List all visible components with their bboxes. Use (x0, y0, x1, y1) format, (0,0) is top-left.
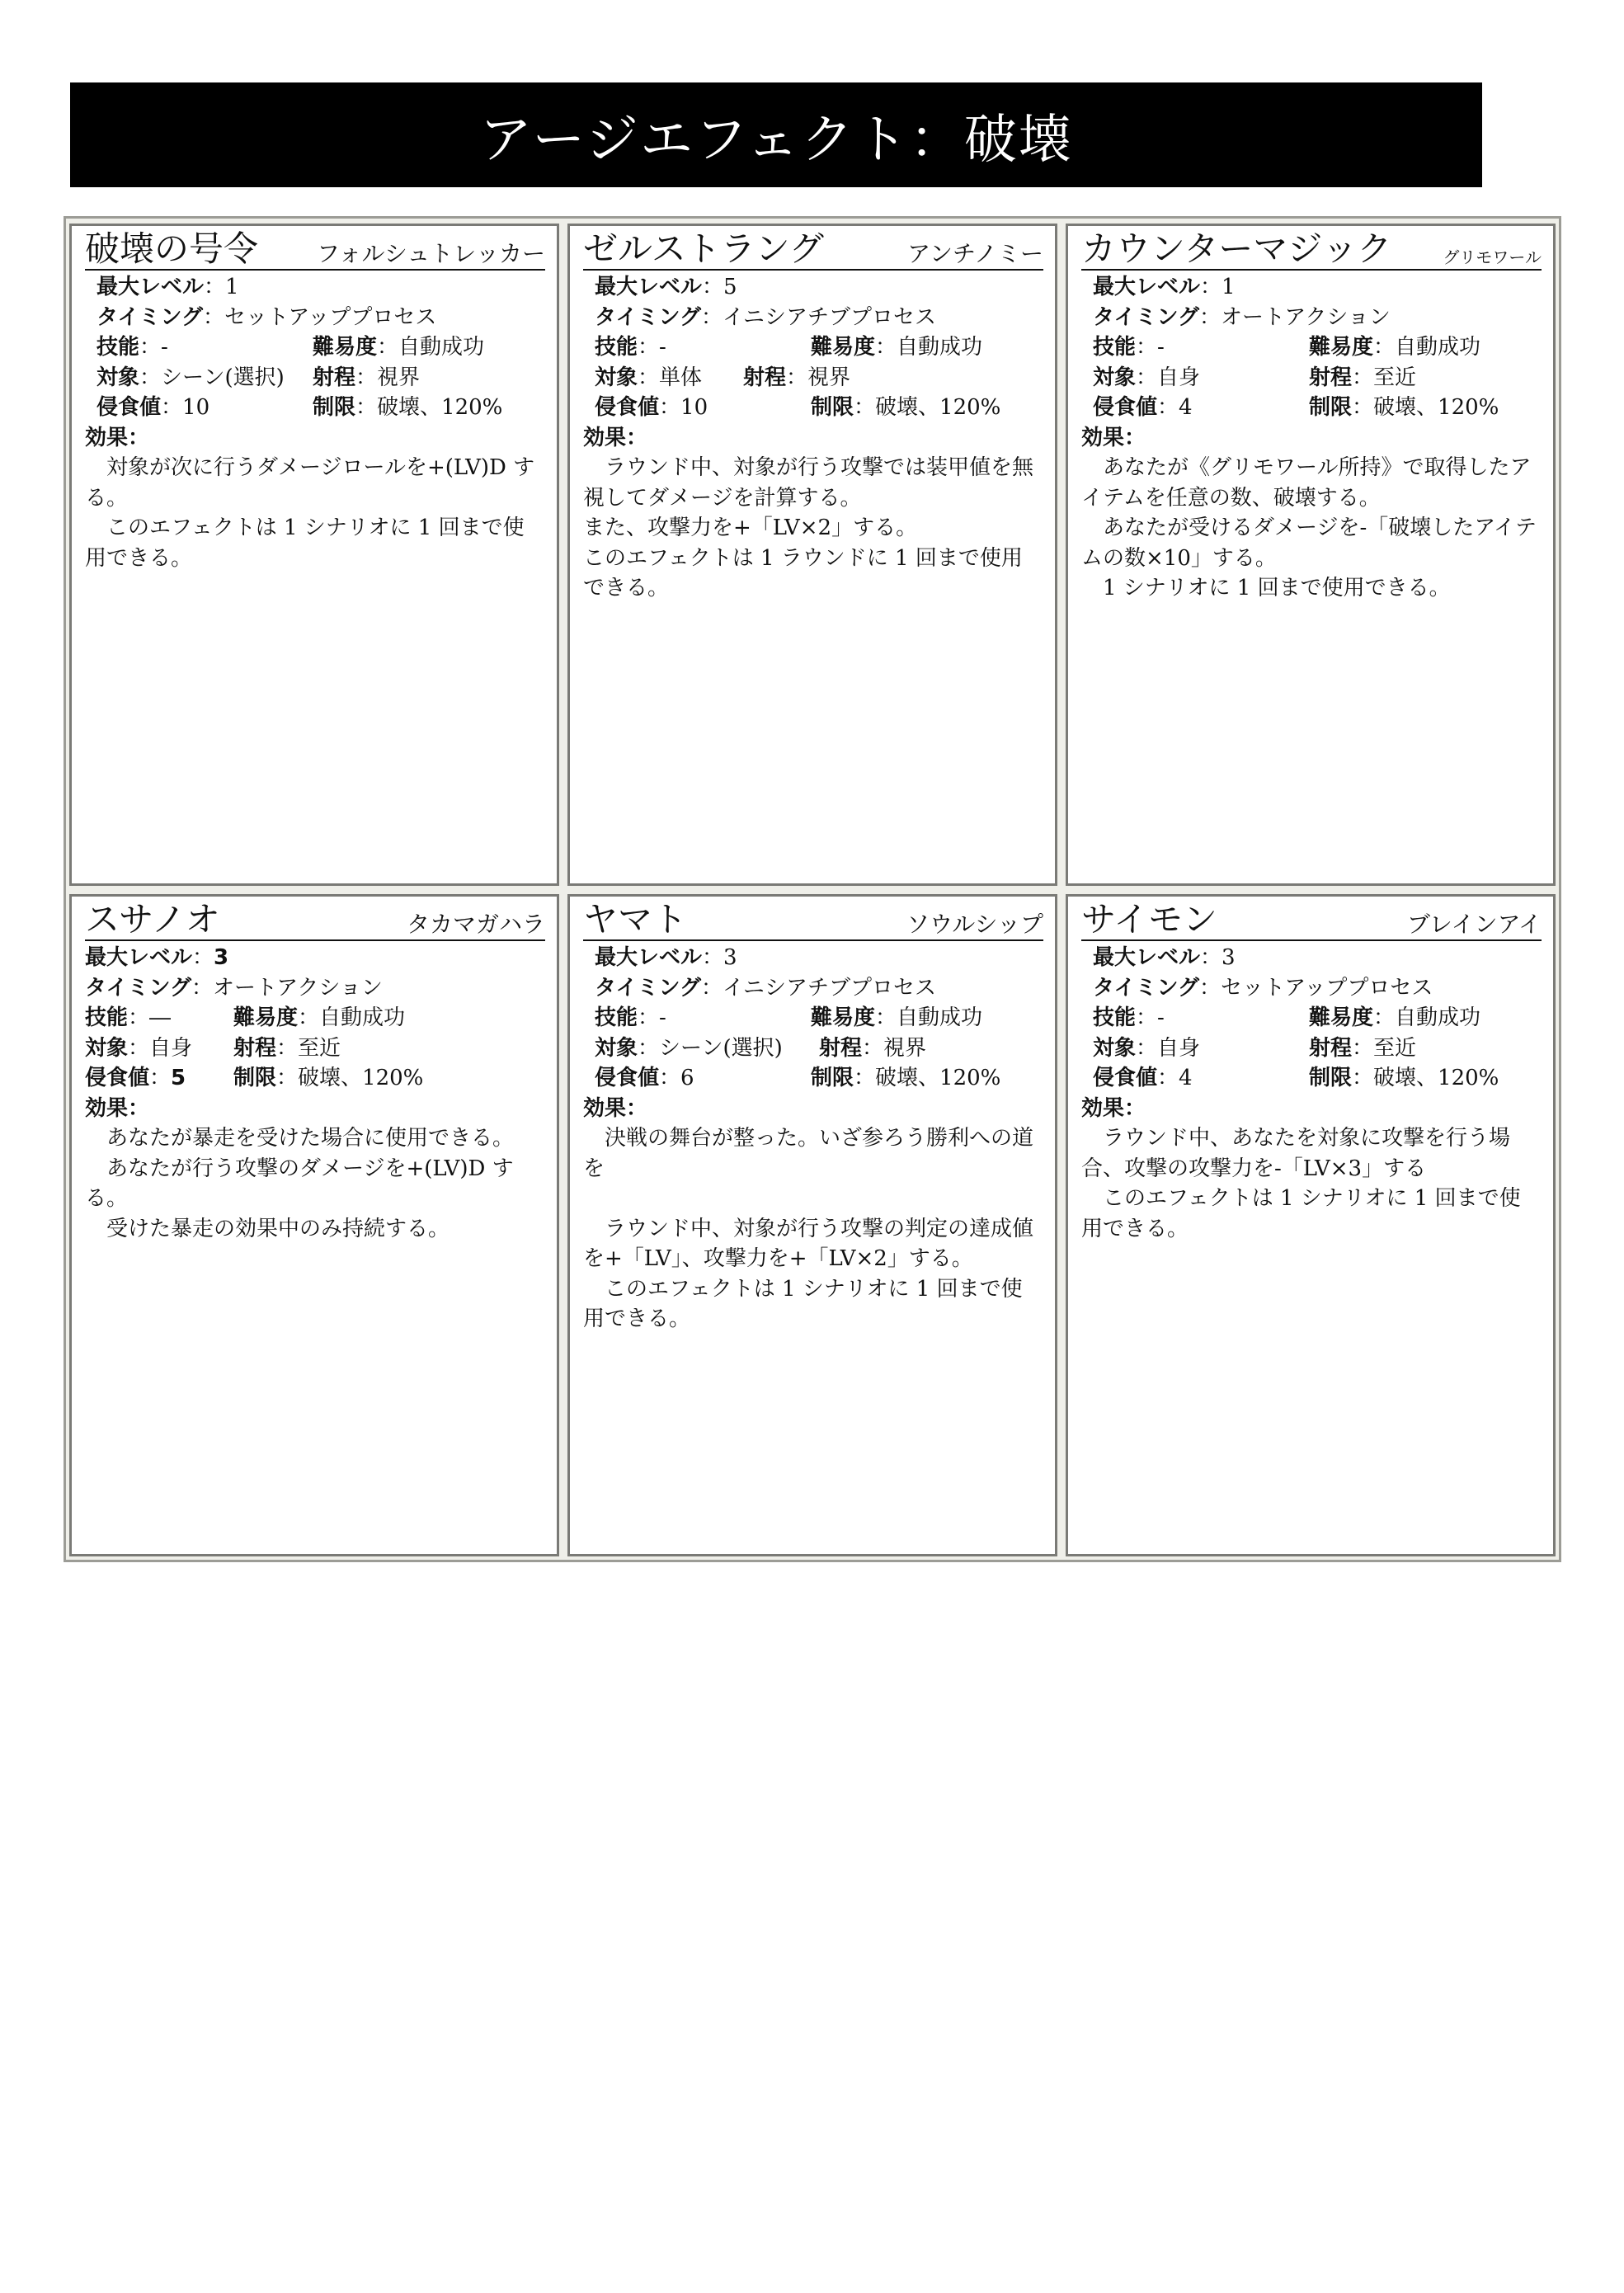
card-kana: ソウルシップ (906, 911, 1043, 939)
skill-label: 技能 (96, 335, 140, 360)
timing-row (85, 303, 545, 333)
skill-value: - (1157, 335, 1165, 360)
erosion-label: 侵食値 (96, 395, 162, 421)
effect-line: このエフェクトは 1 シナリオに 1 回まで使用できる。 (583, 1276, 1023, 1332)
skill-value: - (1157, 1005, 1165, 1031)
target-label: 対象 (96, 365, 140, 390)
erosion-row (1081, 393, 1542, 423)
max-level-row (85, 943, 545, 973)
skill-row (1081, 332, 1542, 363)
card-name: ゼルストラング (583, 228, 824, 269)
restriction-value: 破壊、120% (377, 395, 503, 421)
restriction-value: 破壊、120% (875, 395, 1001, 421)
target-value: シーン(選択) (161, 365, 285, 390)
timing-value: セットアッププロセス (1220, 975, 1433, 1001)
target-row (1081, 1033, 1542, 1064)
max-level-value: 1 (225, 275, 239, 300)
skill-value: - (161, 335, 168, 360)
effect-blank-line (583, 1184, 1043, 1214)
card-header (1081, 900, 1542, 941)
max-level-value: 5 (723, 275, 737, 300)
effect-line: このエフェクトは 1 ラウンドに 1 回まで使用できる。 (583, 545, 1023, 601)
erosion-label: 侵食値 (1093, 395, 1158, 421)
restriction-label: 制限 (233, 1066, 277, 1091)
timing-value: セットアッププロセス (224, 304, 437, 330)
difficulty-value: 自動成功 (319, 1005, 406, 1031)
range-value: 視界 (377, 365, 421, 390)
restriction-value: 破壊、120% (298, 1066, 424, 1091)
max-level-label: 最大レベル (595, 275, 703, 300)
target-row (583, 1033, 1043, 1064)
target-value: 単体 (659, 365, 703, 390)
erosion-value: 10 (680, 395, 708, 421)
timing-row (583, 973, 1043, 1004)
card-header (85, 900, 545, 941)
target-row (85, 1033, 545, 1064)
effect-line: ラウンド中、対象が行う攻撃では装甲値を無視してダメージを計算する。 (583, 455, 1034, 511)
card-kana: グリモワール (1443, 247, 1542, 268)
erosion-label: 侵食値 (1093, 1066, 1158, 1091)
difficulty-value: 自動成功 (897, 335, 983, 360)
target-row (85, 363, 545, 393)
timing-value: オートアクション (1220, 304, 1391, 330)
range-value: 至近 (298, 1035, 341, 1061)
erosion-label: 侵食値 (595, 395, 660, 421)
difficulty-label: 難易度 (811, 335, 876, 360)
max-level-value: 3 (723, 945, 737, 971)
card-name: 破壊の号令 (85, 228, 259, 269)
card-kana: フォルシュトレッカー (316, 240, 545, 268)
card-header (583, 229, 1043, 271)
timing-label: タイミング (595, 304, 701, 330)
max-level-label: 最大レベル (96, 275, 205, 300)
effect-line: 対象が次に行うダメージロールを+(LV)D する。 (85, 455, 535, 511)
skill-value: - (659, 335, 666, 360)
difficulty-value: 自動成功 (1395, 335, 1481, 360)
effect-label: 効果： (1081, 425, 1146, 450)
difficulty-label: 難易度 (811, 1005, 876, 1031)
timing-label: タイミング (1093, 975, 1199, 1001)
card-kana: ブレインアイ (1407, 911, 1542, 939)
effect-line: ラウンド中、対象が行う攻撃の判定の達成値を+「LV」、攻撃力を+「LV×2」する。 (583, 1216, 1034, 1272)
target-label: 対象 (85, 1035, 129, 1061)
timing-row (85, 973, 545, 1004)
effect-label: 効果： (1081, 1095, 1146, 1121)
restriction-label: 制限 (313, 395, 356, 421)
effect-card (69, 224, 559, 886)
effect-line: ラウンド中、あなたを対象に攻撃を行う場合、攻撃の攻撃力を-「LV×3」する (1081, 1126, 1511, 1181)
erosion-value: 5 (171, 1066, 186, 1091)
erosion-label: 侵食値 (85, 1066, 150, 1091)
difficulty-value: 自動成功 (398, 335, 485, 360)
effect-text (85, 1123, 545, 1244)
erosion-value: 10 (182, 395, 210, 421)
skill-label: 技能 (595, 1005, 638, 1031)
effect-text (583, 453, 1043, 604)
skill-label: 技能 (85, 1005, 129, 1031)
effect-text (583, 1123, 1043, 1335)
difficulty-label: 難易度 (233, 1005, 299, 1031)
target-row (583, 363, 1043, 393)
target-value: 自身 (1157, 365, 1201, 390)
card-name: サイモン (1081, 899, 1218, 939)
difficulty-label: 難易度 (1309, 1005, 1374, 1031)
erosion-value: 4 (1179, 395, 1193, 421)
timing-label: タイミング (85, 975, 191, 1001)
page-title: アージエフェクト：破壊 (70, 82, 1482, 187)
skill-row (583, 332, 1043, 363)
effect-line: このエフェクトは 1 シナリオに 1 回まで使用できる。 (1081, 1186, 1521, 1241)
target-value: 自身 (149, 1035, 193, 1061)
range-label: 射程 (1309, 1035, 1353, 1061)
max-level-row (583, 943, 1043, 973)
range-label: 射程 (233, 1035, 277, 1061)
effect-text (1081, 1123, 1542, 1244)
max-level-value: 3 (1222, 945, 1236, 971)
effect-card (567, 894, 1057, 1556)
restriction-label: 制限 (1309, 395, 1353, 421)
effect-label: 効果： (85, 1095, 150, 1121)
restriction-label: 制限 (1309, 1066, 1353, 1091)
restriction-label: 制限 (811, 395, 854, 421)
effect-line: あなたが《グリモワール所持》で取得したアイテムを任意の数、破壊する。 (1081, 455, 1532, 511)
skill-row (583, 1003, 1043, 1033)
difficulty-label: 難易度 (313, 335, 378, 360)
difficulty-value: 自動成功 (897, 1005, 983, 1031)
card-header (583, 900, 1043, 941)
restriction-value: 破壊、120% (875, 1066, 1001, 1091)
timing-label: タイミング (96, 304, 203, 330)
restriction-label: 制限 (811, 1066, 854, 1091)
range-label: 射程 (743, 365, 787, 390)
range-value: 視界 (807, 365, 851, 390)
target-value: 自身 (1157, 1035, 1201, 1061)
effect-card (1066, 894, 1556, 1556)
range-label: 射程 (819, 1035, 863, 1061)
max-level-value: 1 (1222, 275, 1236, 300)
max-level-label: 最大レベル (85, 945, 193, 971)
effect-line: あなたが暴走を受けた場合に使用できる。 (106, 1126, 515, 1151)
card-kana: タカマガハラ (406, 911, 545, 939)
skill-label: 技能 (1093, 335, 1137, 360)
timing-value: イニシアチブプロセス (722, 304, 936, 330)
erosion-row (85, 393, 545, 423)
effect-label: 効果： (583, 1095, 648, 1121)
skill-label: 技能 (595, 335, 638, 360)
card-header (1081, 229, 1542, 271)
card-kana: アンチノミー (907, 240, 1043, 268)
effect-text (1081, 453, 1542, 604)
effect-line: 受けた暴走の効果中のみ持続する。 (106, 1216, 450, 1241)
max-level-label: 最大レベル (1093, 275, 1201, 300)
target-label: 対象 (595, 1035, 638, 1061)
max-level-label: 最大レベル (1093, 945, 1201, 971)
max-level-label: 最大レベル (595, 945, 703, 971)
difficulty-value: 自動成功 (1395, 1005, 1481, 1031)
max-level-row (583, 272, 1043, 303)
target-value: シーン(選択) (659, 1035, 783, 1061)
effect-line: また、攻撃力を+「LV×2」する。 (583, 516, 918, 541)
card-name: ヤマト (583, 899, 688, 939)
erosion-label: 侵食値 (595, 1066, 660, 1091)
skill-label: 技能 (1093, 1005, 1137, 1031)
erosion-row (85, 1063, 545, 1094)
effect-line: あなたが行う攻撃のダメージを+(LV)D する。 (85, 1156, 514, 1212)
max-level-row (85, 272, 545, 303)
range-value: 視界 (883, 1035, 927, 1061)
timing-value: イニシアチブプロセス (722, 975, 936, 1001)
erosion-row (583, 1063, 1043, 1094)
effect-card (1066, 224, 1556, 886)
skill-row (85, 1003, 545, 1033)
card-name: カウンターマジック (1081, 228, 1392, 269)
range-value: 至近 (1373, 1035, 1417, 1061)
effect-card (567, 224, 1057, 886)
skill-value: - (659, 1005, 666, 1031)
effect-line: 1 シナリオに 1 回まで使用できる。 (1103, 576, 1451, 601)
target-label: 対象 (595, 365, 638, 390)
restriction-value: 破壊、120% (1373, 1066, 1499, 1091)
range-value: 至近 (1373, 365, 1417, 390)
max-level-value: 3 (214, 945, 229, 971)
card-name: スサノオ (85, 899, 220, 939)
skill-value: ― (149, 1005, 172, 1031)
target-label: 対象 (1093, 1035, 1137, 1061)
erosion-value: 4 (1179, 1066, 1193, 1091)
restriction-value: 破壊、120% (1373, 395, 1499, 421)
card-header (85, 229, 545, 271)
effect-card (69, 894, 559, 1556)
max-level-row (1081, 943, 1542, 973)
skill-row (85, 332, 545, 363)
target-row (1081, 363, 1542, 393)
range-label: 射程 (1309, 365, 1353, 390)
effect-line: このエフェクトは 1 シナリオに 1 回まで使用できる。 (85, 516, 525, 571)
effect-line: 決戦の舞台が整った。いざ参ろう勝利への道を (583, 1126, 1034, 1181)
effect-label: 効果： (583, 425, 648, 450)
skill-row (1081, 1003, 1542, 1033)
timing-label: タイミング (1093, 304, 1199, 330)
timing-value: オートアクション (212, 975, 383, 1001)
difficulty-label: 難易度 (1309, 335, 1374, 360)
timing-row (583, 303, 1043, 333)
timing-row (1081, 303, 1542, 333)
erosion-row (1081, 1063, 1542, 1094)
erosion-value: 6 (680, 1066, 694, 1091)
timing-row (1081, 973, 1542, 1004)
effect-card-grid (64, 216, 1561, 1562)
erosion-row (583, 393, 1043, 423)
target-label: 対象 (1093, 365, 1137, 390)
max-level-row (1081, 272, 1542, 303)
effect-line: あなたが受けるダメージを-「破壊したアイテムの数×10」する。 (1081, 516, 1537, 571)
effect-text (85, 453, 545, 573)
timing-label: タイミング (595, 975, 701, 1001)
range-label: 射程 (313, 365, 356, 390)
effect-label: 効果： (85, 425, 150, 450)
